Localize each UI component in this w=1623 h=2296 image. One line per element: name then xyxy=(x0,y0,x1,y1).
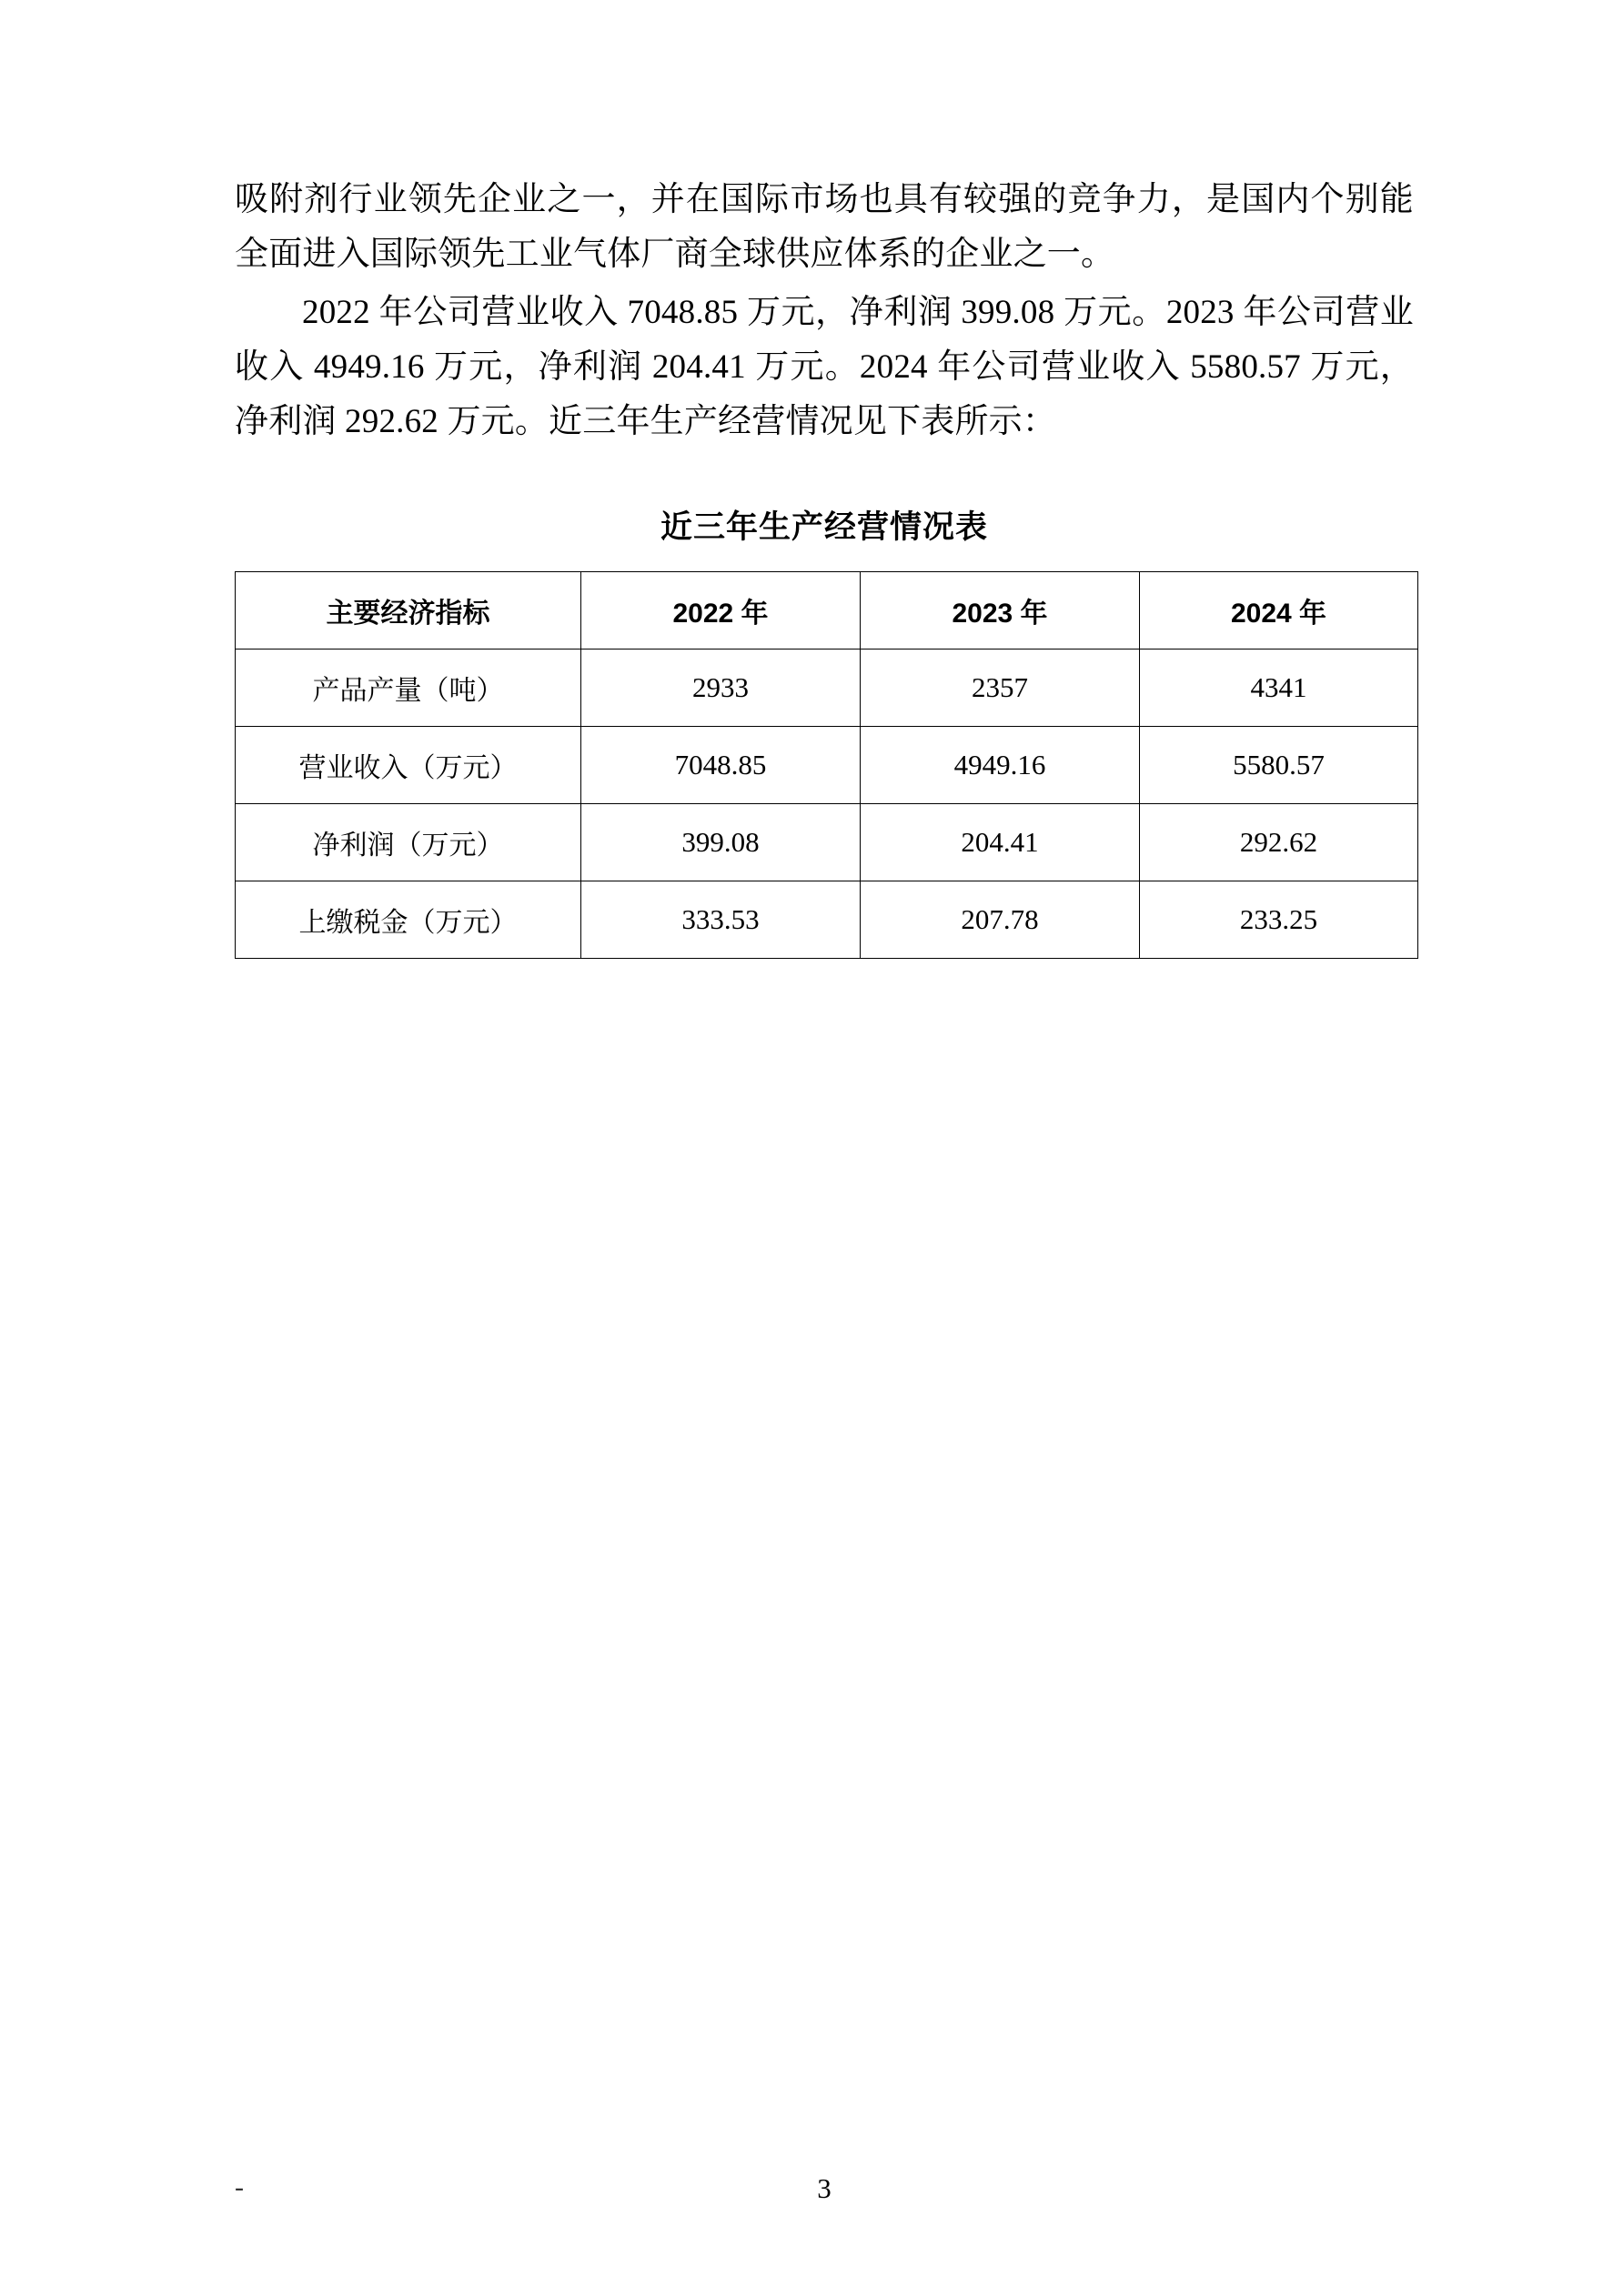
table-row xyxy=(236,726,1418,803)
table-row-label: 产品产量（吨） xyxy=(236,649,581,726)
table-cell: 4341 xyxy=(1140,649,1418,726)
table-cell: 2933 xyxy=(581,649,861,726)
table-cell: 204.41 xyxy=(861,803,1140,881)
table-cell: 233.25 xyxy=(1140,881,1418,958)
table-header-cell: 2023 年 xyxy=(861,571,1140,649)
footer-left-mark: - xyxy=(235,2172,244,2202)
table-cell: 4949.16 xyxy=(861,726,1140,803)
table-cell: 7048.85 xyxy=(581,726,861,803)
table-row-label: 营业收入（万元） xyxy=(236,726,581,803)
table-row xyxy=(236,649,1418,726)
table-row xyxy=(236,881,1418,958)
table-cell: 2357 xyxy=(861,649,1140,726)
table-cell: 333.53 xyxy=(581,881,861,958)
table-row-label: 净利润（万元） xyxy=(236,803,581,881)
table-header-cell: 2024 年 xyxy=(1140,571,1418,649)
table-header-cell: 主要经济指标 xyxy=(236,571,581,649)
economic-indicators-table xyxy=(235,571,1418,959)
table-title: 近三年生产经营情况表 xyxy=(660,509,988,545)
table-header-cell: 2022 年 xyxy=(581,571,861,649)
body-paragraph-2: 2022 年公司营业收入 7048.85 万元，净利润 399.08 万元。2023 年公司营业收入 4949.16 万元，净利润 204.41 万元。2024 年公司营业收入 5580.57 万元，净利润 292.62 万元。近三年生产经营情况见下表所示： xyxy=(235,293,1414,440)
table-row xyxy=(236,803,1418,881)
page-number: 3 xyxy=(817,2172,832,2204)
table-cell: 5580.57 xyxy=(1140,726,1418,803)
table-cell: 292.62 xyxy=(1140,803,1418,881)
page-footer xyxy=(235,2172,1414,2209)
table-cell: 207.78 xyxy=(861,881,1140,958)
table-cell: 399.08 xyxy=(581,803,861,881)
table-header-row xyxy=(236,571,1418,649)
body-paragraph-1: 吸附剂行业领先企业之一，并在国际市场也具有较强的竞争力，是国内个别能全面进入国际领先工业气体厂商全球供应体系的企业之一。 xyxy=(235,181,1414,273)
table-row-label: 上缴税金（万元） xyxy=(236,881,581,958)
